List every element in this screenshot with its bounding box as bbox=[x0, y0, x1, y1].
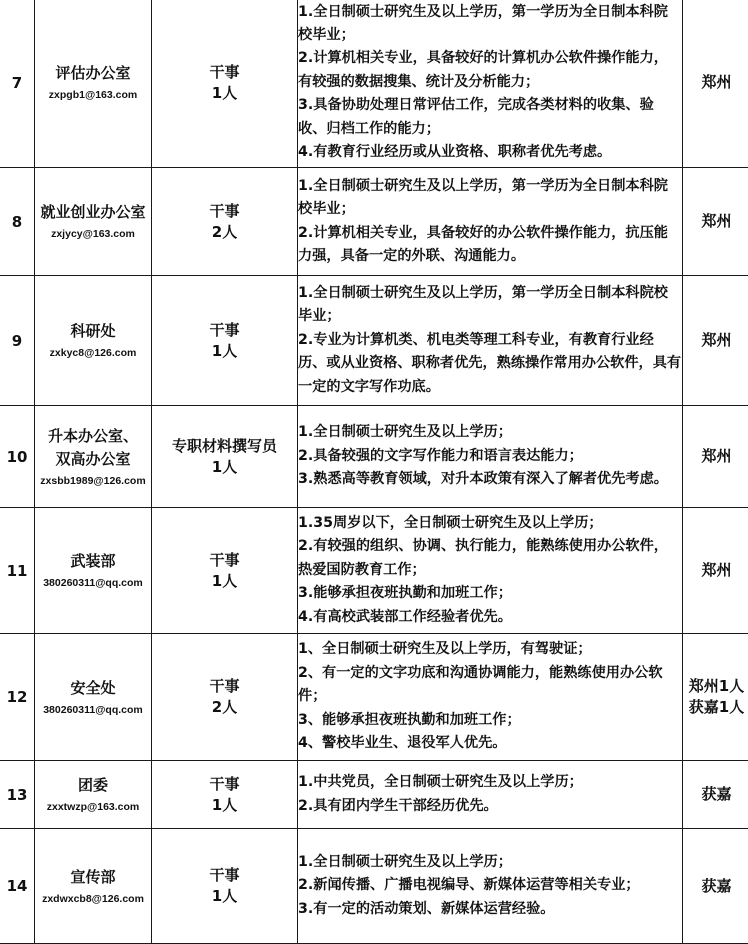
row-number: 14 bbox=[0, 829, 35, 944]
department-email: zxdwxcb8@126.com bbox=[35, 891, 151, 907]
requirements-cell bbox=[298, 0, 683, 168]
department-email: zxpgb1@163.com bbox=[35, 87, 151, 103]
department-cell bbox=[35, 0, 152, 168]
location-cell bbox=[683, 508, 748, 634]
position-cell bbox=[152, 276, 298, 406]
department-name: 科研处 bbox=[35, 320, 151, 343]
table-row bbox=[0, 406, 748, 508]
requirement-item: 3.能够承担夜班执勤和加班工作； bbox=[298, 582, 682, 605]
location-cell bbox=[683, 829, 748, 944]
requirement-item: 3.熟悉高等教育领域，对升本政策有深入了解者优先考虑。 bbox=[298, 468, 682, 491]
department-name: 武装部 bbox=[35, 550, 151, 573]
requirement-item: 1.中共党员，全日制硕士研究生及以上学历； bbox=[298, 771, 682, 794]
department-name: 就业创业办公室 bbox=[35, 201, 151, 224]
requirement-item: 2.专业为计算机类、机电类等理工科专业，有教育行业经历、或从业资格、职称者优先，熟练操作常用办公软件，具有一定的文字写作功底。 bbox=[298, 329, 682, 399]
position-cell bbox=[152, 508, 298, 634]
department-name: 团委 bbox=[35, 774, 151, 797]
position-headcount: 1人 bbox=[152, 457, 297, 478]
location-text: 郑州 bbox=[683, 446, 748, 467]
department-email: 380260311@qq.com bbox=[35, 575, 151, 591]
requirement-item: 1.全日制硕士研究生及以上学历，第一学历全日制本科院校毕业； bbox=[298, 282, 682, 329]
position-cell bbox=[152, 634, 298, 761]
position-title: 专职材料撰写员 bbox=[152, 436, 297, 457]
requirement-item: 4、警校毕业生、退役军人优先。 bbox=[298, 732, 682, 755]
requirement-item: 4.有教育行业经历或从业资格、职称者优先考虑。 bbox=[298, 141, 682, 164]
requirement-item: 1.全日制硕士研究生及以上学历； bbox=[298, 851, 682, 874]
position-title: 干事 bbox=[152, 62, 297, 83]
position-title: 干事 bbox=[152, 774, 297, 795]
department-email: zxsbb1989@126.com bbox=[35, 473, 151, 489]
department-email: 380260311@qq.com bbox=[35, 702, 151, 718]
location-text: 获嘉 bbox=[683, 784, 748, 805]
requirements-cell bbox=[298, 276, 683, 406]
position-cell bbox=[152, 406, 298, 508]
department-cell bbox=[35, 761, 152, 829]
requirements-cell bbox=[298, 168, 683, 276]
location-cell bbox=[683, 761, 748, 829]
requirement-item: 1.全日制硕士研究生及以上学历，第一学历为全日制本科院校毕业； bbox=[298, 1, 682, 48]
position-title: 干事 bbox=[152, 676, 297, 697]
department-email: zxjycy@163.com bbox=[35, 226, 151, 242]
department-cell bbox=[35, 168, 152, 276]
department-cell bbox=[35, 406, 152, 508]
department-name: 宣传部 bbox=[35, 866, 151, 889]
requirements-cell bbox=[298, 634, 683, 761]
requirement-item: 1.35周岁以下，全日制硕士研究生及以上学历； bbox=[298, 512, 682, 535]
department-cell bbox=[35, 829, 152, 944]
requirement-item: 3.有一定的活动策划、新媒体运营经验。 bbox=[298, 898, 682, 921]
location-cell bbox=[683, 276, 748, 406]
position-cell bbox=[152, 168, 298, 276]
department-cell bbox=[35, 508, 152, 634]
requirement-item: 1、全日制硕士研究生及以上学历，有驾驶证； bbox=[298, 638, 682, 661]
position-title: 干事 bbox=[152, 320, 297, 341]
row-number: 8 bbox=[0, 168, 35, 276]
location-text: 郑州 bbox=[683, 560, 748, 581]
requirement-item: 2.具备较强的文字写作能力和语言表达能力； bbox=[298, 445, 682, 468]
location-text: 郑州 bbox=[683, 72, 748, 93]
requirement-item: 1.全日制硕士研究生及以上学历，第一学历为全日制本科院校毕业； bbox=[298, 175, 682, 222]
table-row bbox=[0, 761, 748, 829]
row-number: 12 bbox=[0, 634, 35, 761]
table-row bbox=[0, 0, 748, 168]
position-cell bbox=[152, 761, 298, 829]
department-name: 评估办公室 bbox=[35, 62, 151, 85]
row-number: 7 bbox=[0, 0, 35, 168]
requirement-item: 2、有一定的文字功底和沟通协调能力，能熟练使用办公软件； bbox=[298, 662, 682, 709]
position-cell bbox=[152, 829, 298, 944]
position-headcount: 2人 bbox=[152, 222, 297, 243]
table-row bbox=[0, 168, 748, 276]
requirements-cell bbox=[298, 829, 683, 944]
location-cell bbox=[683, 406, 748, 508]
table-row bbox=[0, 829, 748, 944]
position-headcount: 1人 bbox=[152, 341, 297, 362]
position-headcount: 1人 bbox=[152, 571, 297, 592]
position-cell bbox=[152, 0, 298, 168]
department-name: 升本办公室、双高办公室 bbox=[35, 425, 151, 471]
location-text: 郑州 bbox=[683, 211, 748, 232]
row-number: 10 bbox=[0, 406, 35, 508]
department-cell bbox=[35, 276, 152, 406]
requirement-item: 2.具有团内学生干部经历优先。 bbox=[298, 795, 682, 818]
location-text: 获嘉 bbox=[683, 876, 748, 897]
department-cell bbox=[35, 634, 152, 761]
position-headcount: 2人 bbox=[152, 697, 297, 718]
requirements-cell bbox=[298, 406, 683, 508]
requirement-item: 2.计算机相关专业，具备较好的计算机办公软件操作能力，有较强的数据搜集、统计及分析能力； bbox=[298, 47, 682, 94]
location-cell bbox=[683, 0, 748, 168]
requirement-item: 3.具备协助处理日常评估工作，完成各类材料的收集、验收、归档工作的能力； bbox=[298, 94, 682, 141]
table-row bbox=[0, 634, 748, 761]
row-number: 11 bbox=[0, 508, 35, 634]
row-number: 9 bbox=[0, 276, 35, 406]
requirement-item: 3、能够承担夜班执勤和加班工作； bbox=[298, 709, 682, 732]
department-email: zxxtwzp@163.com bbox=[35, 799, 151, 815]
location-cell bbox=[683, 634, 748, 761]
row-number: 13 bbox=[0, 761, 35, 829]
department-email: zxkyc8@126.com bbox=[35, 345, 151, 361]
table-row bbox=[0, 508, 748, 634]
requirements-cell bbox=[298, 761, 683, 829]
position-title: 干事 bbox=[152, 550, 297, 571]
department-name: 安全处 bbox=[35, 677, 151, 700]
requirements-cell bbox=[298, 508, 683, 634]
position-headcount: 1人 bbox=[152, 886, 297, 907]
table-row bbox=[0, 276, 748, 406]
location-cell bbox=[683, 168, 748, 276]
location-text: 郑州1人 bbox=[683, 676, 748, 697]
requirement-item: 1.全日制硕士研究生及以上学历； bbox=[298, 421, 682, 444]
position-headcount: 1人 bbox=[152, 795, 297, 816]
requirement-item: 2.有较强的组织、协调、执行能力，能熟练使用办公软件，热爱国防教育工作； bbox=[298, 535, 682, 582]
location-text: 郑州 bbox=[683, 330, 748, 351]
position-headcount: 1人 bbox=[152, 83, 297, 104]
location-text: 获嘉1人 bbox=[683, 697, 748, 718]
requirement-item: 2.计算机相关专业，具备较好的办公软件操作能力，抗压能力强，具备一定的外联、沟通能力。 bbox=[298, 222, 682, 269]
position-title: 干事 bbox=[152, 865, 297, 886]
requirement-item: 2.新闻传播、广播电视编导、新媒体运营等相关专业； bbox=[298, 874, 682, 897]
requirement-item: 4.有高校武装部工作经验者优先。 bbox=[298, 606, 682, 629]
position-title: 干事 bbox=[152, 201, 297, 222]
